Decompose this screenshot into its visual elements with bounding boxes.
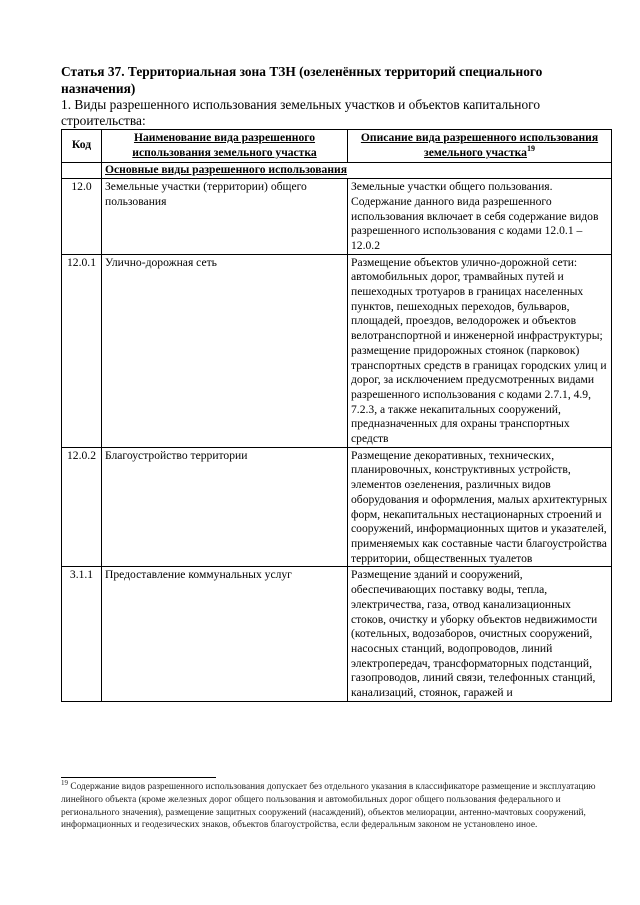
row-name: Благоустройство территории bbox=[102, 447, 348, 567]
row-description: Размещение объектов улично-дорожной сети: автомобильных дорог, трамвайных путей и пешеходных тротуаров в границах населенных пунктов, пешеходных переходов, бульваров, площадей, проездов, велодорожек и объектов велотранспортной и инженерной инфраструктуры; размещение придорожных стоянок (парковок) транспортных средств в границах городских улиц и дорог, за исключением предусмотренных видами разрешенного использования с кодами 2.7.1, 4.9, 7.2.3, а также некапитальных сооружений, предназначенных для охраны транспортных средств bbox=[348, 254, 612, 447]
header-code: Код bbox=[62, 130, 102, 163]
footnote-divider bbox=[61, 777, 216, 778]
table-row bbox=[62, 447, 612, 567]
section-subheading: 1. Виды разрешенного использования земельных участков и объектов капитального строительства: bbox=[61, 97, 541, 128]
header-description: Описание вида разрешенного использования земельного участка$^{19}$ bbox=[348, 130, 612, 163]
row-description: Размещение декоративных, технических, планировочных, конструктивных устройств, элементов озеленения, различных видов оборудования и оформления, малых архитектурных форм, некапитальных нестационарных строений и сооружений, информационных щитов и указателей, применяемых как составные части благоустройства территории, общественных туалетов bbox=[348, 447, 612, 567]
table-row bbox=[62, 567, 612, 701]
article-heading: Статья 37. Территориальная зона ТЗН (озеленённых территорий специального назначения) bbox=[61, 64, 543, 96]
header-name: Наименование вида разрешенного использования земельного участка bbox=[102, 130, 348, 163]
permitted-uses-table bbox=[61, 129, 612, 702]
row-code: 3.1.1 bbox=[62, 567, 102, 701]
row-name: Земельные участки (территории) общего пользования bbox=[102, 179, 348, 255]
row-code: 12.0.1 bbox=[62, 254, 102, 447]
footnote-number: 19 bbox=[61, 778, 68, 787]
footnote bbox=[61, 778, 617, 832]
row-name: Улично-дорожная сеть bbox=[102, 254, 348, 447]
row-code: 12.0 bbox=[62, 179, 102, 255]
section-row bbox=[62, 163, 612, 179]
section-title: Основные виды разрешенного использования bbox=[102, 163, 612, 179]
row-name: Предоставление коммунальных услуг bbox=[102, 567, 348, 701]
table-row bbox=[62, 179, 612, 255]
footnote-text: Содержание видов разрешенного использования допускает без отдельного указания в классификаторе размещение и эксплуатацию линейного объекта (кроме железных дорог общего пользования и автомобильных дорог общего пользования федерального и регионального значения), размещение защитных сооружений (насаждений), объектов мелиорации, антенно-мачтовых сооружений, информационных и геодезических знаков, объектов благоустройства, если федеральным законом не установлено иное. bbox=[61, 782, 596, 831]
row-description: Земельные участки общего пользования. Содержание данного вида разрешенного использования включает в себя содержание видов разрешенного использования с кодами 12.0.1 – 12.0.2 bbox=[348, 179, 612, 255]
table-row bbox=[62, 254, 612, 447]
row-description: Размещение зданий и сооружений, обеспечивающих поставку воды, тепла, электричества, газа, отвод канализационных стоков, очистку и уборку объектов недвижимости (котельных, водозаборов, очистных сооружений, насосных станций, водопроводов, линий электропередач, трансформаторных подстанций, газопроводов, линий связи, телефонных станций, канализаций, стоянок, гаражей и bbox=[348, 567, 612, 701]
table-header-row bbox=[62, 130, 612, 163]
row-code: 12.0.2 bbox=[62, 447, 102, 567]
footnote-ref: 19 bbox=[526, 143, 535, 153]
